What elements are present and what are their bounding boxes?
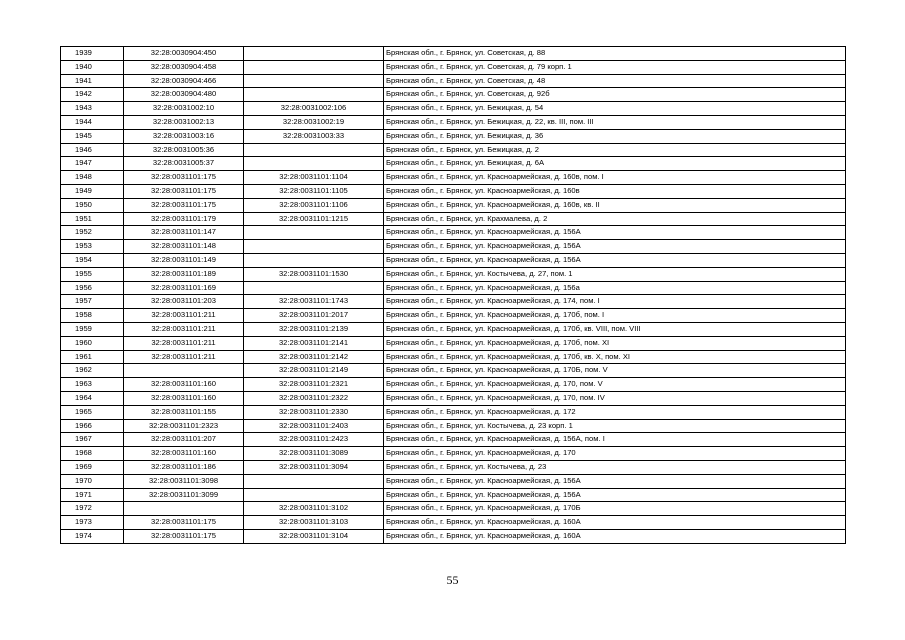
- row-number-cell: 1966: [61, 419, 124, 433]
- table-row: [61, 350, 846, 364]
- address-cell: Брянская обл., г. Брянск, ул. Красноармейская, д. 160в, кв. II: [384, 198, 846, 212]
- cadastral-number-cell: 32:28:0030904:450: [124, 47, 244, 61]
- address-cell: Брянская обл., г. Брянск, ул. Красноармейская, д. 156А: [384, 226, 846, 240]
- table-row: [61, 60, 846, 74]
- address-cell: Брянская обл., г. Брянск, ул. Красноармейская, д. 156А: [384, 253, 846, 267]
- address-cell: Брянская обл., г. Брянск, ул. Красноармейская, д. 170: [384, 447, 846, 461]
- linked-cadastral-number-cell: 32:28:0031101:2017: [244, 309, 384, 323]
- row-number-cell: 1955: [61, 267, 124, 281]
- table-row: [61, 226, 846, 240]
- table-row: [61, 212, 846, 226]
- address-cell: Брянская обл., г. Брянск, ул. Костычева, д. 23 корп. 1: [384, 419, 846, 433]
- address-cell: Брянская обл., г. Брянск, ул. Бежицкая, д. 22, кв. III, пом. III: [384, 115, 846, 129]
- table-row: [61, 433, 846, 447]
- row-number-cell: 1973: [61, 516, 124, 530]
- row-number-cell: 1952: [61, 226, 124, 240]
- cadastral-number-cell: 32:28:0031101:2323: [124, 419, 244, 433]
- table-row: [61, 267, 846, 281]
- row-number-cell: 1958: [61, 309, 124, 323]
- linked-cadastral-number-cell: 32:28:0031101:1530: [244, 267, 384, 281]
- linked-cadastral-number-cell: [244, 226, 384, 240]
- cadastral-number-cell: 32:28:0031101:175: [124, 171, 244, 185]
- cadastral-number-cell: 32:28:0031101:211: [124, 336, 244, 350]
- address-cell: Брянская обл., г. Брянск, ул. Красноармейская, д. 156А: [384, 474, 846, 488]
- linked-cadastral-number-cell: 32:28:0031002:106: [244, 102, 384, 116]
- cadastral-number-cell: 32:28:0031101:175: [124, 529, 244, 543]
- table-row: [61, 488, 846, 502]
- linked-cadastral-number-cell: 32:28:0031003:33: [244, 129, 384, 143]
- address-cell: Брянская обл., г. Брянск, ул. Советская, д. 48: [384, 74, 846, 88]
- table-row: [61, 198, 846, 212]
- address-cell: Брянская обл., г. Брянск, ул. Красноармейская, д. 160А: [384, 516, 846, 530]
- linked-cadastral-number-cell: 32:28:0031101:1104: [244, 171, 384, 185]
- table-row: [61, 253, 846, 267]
- page-number: 55: [446, 573, 459, 587]
- address-cell: Брянская обл., г. Брянск, ул. Красноармейская, д. 170, пом. IV: [384, 391, 846, 405]
- cadastral-number-cell: 32:28:0031101:186: [124, 460, 244, 474]
- address-cell: Брянская обл., г. Брянск, ул. Бежицкая, д. 36: [384, 129, 846, 143]
- cadastral-number-cell: [124, 364, 244, 378]
- row-number-cell: 1944: [61, 115, 124, 129]
- address-cell: Брянская обл., г. Брянск, ул. Крахмалева, д. 2: [384, 212, 846, 226]
- row-number-cell: 1940: [61, 60, 124, 74]
- address-cell: Брянская обл., г. Брянск, ул. Костычева, д. 27, пом. 1: [384, 267, 846, 281]
- row-number-cell: 1974: [61, 529, 124, 543]
- table-row: [61, 281, 846, 295]
- row-number-cell: 1964: [61, 391, 124, 405]
- cadastral-number-cell: 32:28:0031002:13: [124, 115, 244, 129]
- row-number-cell: 1961: [61, 350, 124, 364]
- cadastral-number-cell: 32:28:0031101:207: [124, 433, 244, 447]
- linked-cadastral-number-cell: 32:28:0031101:2139: [244, 322, 384, 336]
- row-number-cell: 1962: [61, 364, 124, 378]
- cadastral-number-cell: [124, 502, 244, 516]
- row-number-cell: 1967: [61, 433, 124, 447]
- linked-cadastral-number-cell: 32:28:0031101:1215: [244, 212, 384, 226]
- table-row: [61, 309, 846, 323]
- linked-cadastral-number-cell: 32:28:0031101:2321: [244, 378, 384, 392]
- linked-cadastral-number-cell: 32:28:0031101:2403: [244, 419, 384, 433]
- address-cell: Брянская обл., г. Брянск, ул. Красноармейская, д. 170Б, пом. V: [384, 364, 846, 378]
- row-number-cell: 1945: [61, 129, 124, 143]
- cadastral-number-cell: 32:28:0031101:211: [124, 350, 244, 364]
- linked-cadastral-number-cell: 32:28:0031002:19: [244, 115, 384, 129]
- row-number-cell: 1971: [61, 488, 124, 502]
- cadastral-number-cell: 32:28:0030904:458: [124, 60, 244, 74]
- linked-cadastral-number-cell: [244, 253, 384, 267]
- table-row: [61, 129, 846, 143]
- cadastral-number-cell: 32:28:0031005:36: [124, 143, 244, 157]
- row-number-cell: 1956: [61, 281, 124, 295]
- row-number-cell: 1939: [61, 47, 124, 61]
- linked-cadastral-number-cell: [244, 60, 384, 74]
- address-cell: Брянская обл., г. Брянск, ул. Красноармейская, д. 170б, кв. VIII, пом. VIII: [384, 322, 846, 336]
- table-row: [61, 391, 846, 405]
- row-number-cell: 1947: [61, 157, 124, 171]
- table-row: [61, 88, 846, 102]
- table-row: [61, 115, 846, 129]
- table-row: [61, 336, 846, 350]
- table-row: [61, 378, 846, 392]
- cadastral-number-cell: 32:28:0031101:160: [124, 391, 244, 405]
- address-cell: Брянская обл., г. Брянск, ул. Красноармейская, д. 156А, пом. I: [384, 433, 846, 447]
- row-number-cell: 1954: [61, 253, 124, 267]
- linked-cadastral-number-cell: [244, 88, 384, 102]
- row-number-cell: 1965: [61, 405, 124, 419]
- table-row: [61, 419, 846, 433]
- cadastral-number-cell: 32:28:0031002:10: [124, 102, 244, 116]
- linked-cadastral-number-cell: [244, 240, 384, 254]
- row-number-cell: 1953: [61, 240, 124, 254]
- address-cell: Брянская обл., г. Брянск, ул. Бежицкая, д. 2: [384, 143, 846, 157]
- address-cell: Брянская обл., г. Брянск, ул. Красноармейская, д. 170б, пом. XI: [384, 336, 846, 350]
- address-cell: Брянская обл., г. Брянск, ул. Красноармейская, д. 170б, кв. X, пом. XI: [384, 350, 846, 364]
- cadastral-number-cell: 32:28:0031101:189: [124, 267, 244, 281]
- address-cell: Брянская обл., г. Брянск, ул. Красноармейская, д. 172: [384, 405, 846, 419]
- linked-cadastral-number-cell: 32:28:0031101:2142: [244, 350, 384, 364]
- row-number-cell: 1946: [61, 143, 124, 157]
- cadastral-number-cell: 32:28:0030904:466: [124, 74, 244, 88]
- address-cell: Брянская обл., г. Брянск, ул. Красноармейская, д. 160А: [384, 529, 846, 543]
- linked-cadastral-number-cell: [244, 474, 384, 488]
- address-cell: Брянская обл., г. Брянск, ул. Бежицкая, д. 54: [384, 102, 846, 116]
- table-row: [61, 295, 846, 309]
- cadastral-number-cell: 32:28:0031101:211: [124, 322, 244, 336]
- row-number-cell: 1942: [61, 88, 124, 102]
- table-row: [61, 322, 846, 336]
- row-number-cell: 1970: [61, 474, 124, 488]
- row-number-cell: 1948: [61, 171, 124, 185]
- linked-cadastral-number-cell: [244, 157, 384, 171]
- row-number-cell: 1963: [61, 378, 124, 392]
- address-cell: Брянская обл., г. Брянск, ул. Советская, д. 92б: [384, 88, 846, 102]
- linked-cadastral-number-cell: 32:28:0031101:3104: [244, 529, 384, 543]
- address-cell: Брянская обл., г. Брянск, ул. Красноармейская, д. 156А: [384, 240, 846, 254]
- table-row: [61, 502, 846, 516]
- linked-cadastral-number-cell: 32:28:0031101:3102: [244, 502, 384, 516]
- table-row: [61, 447, 846, 461]
- row-number-cell: 1949: [61, 184, 124, 198]
- table-row: [61, 516, 846, 530]
- row-number-cell: 1951: [61, 212, 124, 226]
- cadastral-number-cell: 32:28:0031101:169: [124, 281, 244, 295]
- address-cell: Брянская обл., г. Брянск, ул. Красноармейская, д. 170б, пом. I: [384, 309, 846, 323]
- cadastral-number-cell: 32:28:0031101:3098: [124, 474, 244, 488]
- address-cell: Брянская обл., г. Брянск, ул. Красноармейская, д. 156а: [384, 281, 846, 295]
- linked-cadastral-number-cell: 32:28:0031101:2423: [244, 433, 384, 447]
- address-cell: Брянская обл., г. Брянск, ул. Бежицкая, д. 6А: [384, 157, 846, 171]
- row-number-cell: 1950: [61, 198, 124, 212]
- cadastral-number-cell: 32:28:0030904:480: [124, 88, 244, 102]
- table-row: [61, 143, 846, 157]
- linked-cadastral-number-cell: [244, 488, 384, 502]
- cadastral-number-cell: 32:28:0031101:155: [124, 405, 244, 419]
- address-cell: Брянская обл., г. Брянск, ул. Костычева, д. 23: [384, 460, 846, 474]
- row-number-cell: 1943: [61, 102, 124, 116]
- linked-cadastral-number-cell: 32:28:0031101:3103: [244, 516, 384, 530]
- address-cell: Брянская обл., г. Брянск, ул. Красноармейская, д. 160в: [384, 184, 846, 198]
- linked-cadastral-number-cell: 32:28:0031101:1106: [244, 198, 384, 212]
- row-number-cell: 1957: [61, 295, 124, 309]
- linked-cadastral-number-cell: [244, 281, 384, 295]
- table-row: [61, 364, 846, 378]
- table-row: [61, 405, 846, 419]
- cadastral-number-cell: 32:28:0031101:148: [124, 240, 244, 254]
- address-cell: Брянская обл., г. Брянск, ул. Советская, д. 88: [384, 47, 846, 61]
- linked-cadastral-number-cell: 32:28:0031101:3094: [244, 460, 384, 474]
- linked-cadastral-number-cell: [244, 74, 384, 88]
- table-row: [61, 460, 846, 474]
- address-cell: Брянская обл., г. Брянск, ул. Красноармейская, д. 170, пом. V: [384, 378, 846, 392]
- table-row: [61, 157, 846, 171]
- table-row: [61, 184, 846, 198]
- address-cell: Брянская обл., г. Брянск, ул. Красноармейская, д. 170Б: [384, 502, 846, 516]
- linked-cadastral-number-cell: 32:28:0031101:3089: [244, 447, 384, 461]
- cadastral-number-cell: 32:28:0031003:16: [124, 129, 244, 143]
- address-cell: Брянская обл., г. Брянск, ул. Красноармейская, д. 174, пом. I: [384, 295, 846, 309]
- cadastral-number-cell: 32:28:0031101:175: [124, 198, 244, 212]
- linked-cadastral-number-cell: 32:28:0031101:2141: [244, 336, 384, 350]
- cadastral-number-cell: 32:28:0031101:179: [124, 212, 244, 226]
- row-number-cell: 1969: [61, 460, 124, 474]
- row-number-cell: 1941: [61, 74, 124, 88]
- row-number-cell: 1968: [61, 447, 124, 461]
- table-row: [61, 529, 846, 543]
- table-row: [61, 74, 846, 88]
- cadastral-number-cell: 32:28:0031101:203: [124, 295, 244, 309]
- table-row: [61, 47, 846, 61]
- records-table-body: [61, 47, 846, 544]
- table-row: [61, 240, 846, 254]
- table-row: [61, 171, 846, 185]
- linked-cadastral-number-cell: 32:28:0031101:2322: [244, 391, 384, 405]
- cadastral-number-cell: 32:28:0031101:211: [124, 309, 244, 323]
- linked-cadastral-number-cell: 32:28:0031101:1743: [244, 295, 384, 309]
- linked-cadastral-number-cell: [244, 47, 384, 61]
- cadastral-number-cell: 32:28:0031101:149: [124, 253, 244, 267]
- row-number-cell: 1972: [61, 502, 124, 516]
- records-table: [60, 46, 846, 544]
- cadastral-number-cell: 32:28:0031101:175: [124, 184, 244, 198]
- address-cell: Брянская обл., г. Брянск, ул. Красноармейская, д. 156А: [384, 488, 846, 502]
- row-number-cell: 1960: [61, 336, 124, 350]
- table-row: [61, 474, 846, 488]
- cadastral-number-cell: 32:28:0031005:37: [124, 157, 244, 171]
- linked-cadastral-number-cell: 32:28:0031101:2330: [244, 405, 384, 419]
- address-cell: Брянская обл., г. Брянск, ул. Красноармейская, д. 160в, пом. I: [384, 171, 846, 185]
- linked-cadastral-number-cell: [244, 143, 384, 157]
- linked-cadastral-number-cell: 32:28:0031101:2149: [244, 364, 384, 378]
- cadastral-number-cell: 32:28:0031101:175: [124, 516, 244, 530]
- address-cell: Брянская обл., г. Брянск, ул. Советская, д. 79 корп. 1: [384, 60, 846, 74]
- cadastral-number-cell: 32:28:0031101:147: [124, 226, 244, 240]
- table-row: [61, 102, 846, 116]
- cadastral-number-cell: 32:28:0031101:3099: [124, 488, 244, 502]
- row-number-cell: 1959: [61, 322, 124, 336]
- cadastral-number-cell: 32:28:0031101:160: [124, 378, 244, 392]
- cadastral-number-cell: 32:28:0031101:160: [124, 447, 244, 461]
- linked-cadastral-number-cell: 32:28:0031101:1105: [244, 184, 384, 198]
